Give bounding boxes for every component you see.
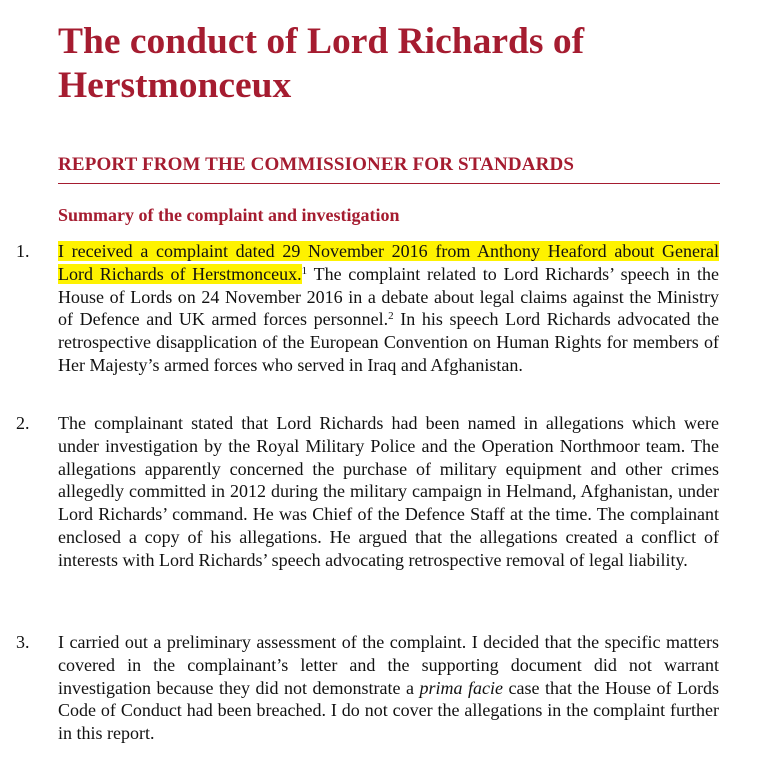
paragraph-3 (0, 631, 761, 745)
paragraph-text: The complainant stated that Lord Richards had been named in allegations which were under investigation by the Royal Military Police and the Operation Northmoor team. The allegations apparently concerned the purchase of military equipment and other crimes allegedly committed in 2012 during the military campaign in Helmand, Afghanistan, under Lord Richards’ command. He was Chief of the Defence Staff at the time. The complainant enclosed a copy of his allegations. He argued that the allegations created a conflict of interests with Lord Richards’ speech advocating retrospective removal of legal liability. (58, 413, 719, 570)
page-title: The conduct of Lord Richards of Herstmonceux (58, 21, 585, 106)
paragraph-number: 2. (16, 413, 30, 433)
italic-term: prima facie (419, 677, 503, 698)
paragraph-1 (0, 240, 761, 377)
footnote-ref[interactable]: 1 (301, 264, 308, 277)
paragraph-text-part: I carried out a preliminary assessment of the complaint. I decided that the specific matters covered in the complainant’s letter and the supporting document did not warrant investigation because they did not demonstrate a (58, 632, 719, 698)
paragraph-2 (0, 412, 761, 572)
section-heading: Summary of the complaint and investigation (58, 205, 400, 225)
paragraph-text-part: In his speech Lord Richards advocated the retrospective disapplication of the European Convention on Human Rights for members of Her Majesty’s armed forces who served in Iraq and Afghanistan. (58, 309, 719, 375)
report-heading: REPORT FROM THE COMMISSIONER FOR STANDARDS (58, 153, 720, 184)
paragraph-number: 3. (16, 632, 30, 652)
footnote-ref[interactable]: 2 (388, 310, 394, 323)
paragraph-number: 1. (16, 241, 30, 261)
paragraph-text (58, 631, 719, 745)
highlighted-text[interactable]: I received a complaint dated 29 November 2016 from Anthony Heaford about General Lord Richards of Herstmonceux. (58, 241, 719, 284)
paragraph-text-part: case that the House of Lords Code of Conduct had been breached. I do not cover the allegations in the complaint further in this report. (58, 677, 719, 744)
paragraph-text-part: The complaint related to Lord Richards’ speech in the House of Lords on 24 November 2016 in a debate about legal claims against the Ministry of Defence and UK armed forces personnel. (58, 263, 720, 330)
paragraph-text (58, 240, 719, 377)
